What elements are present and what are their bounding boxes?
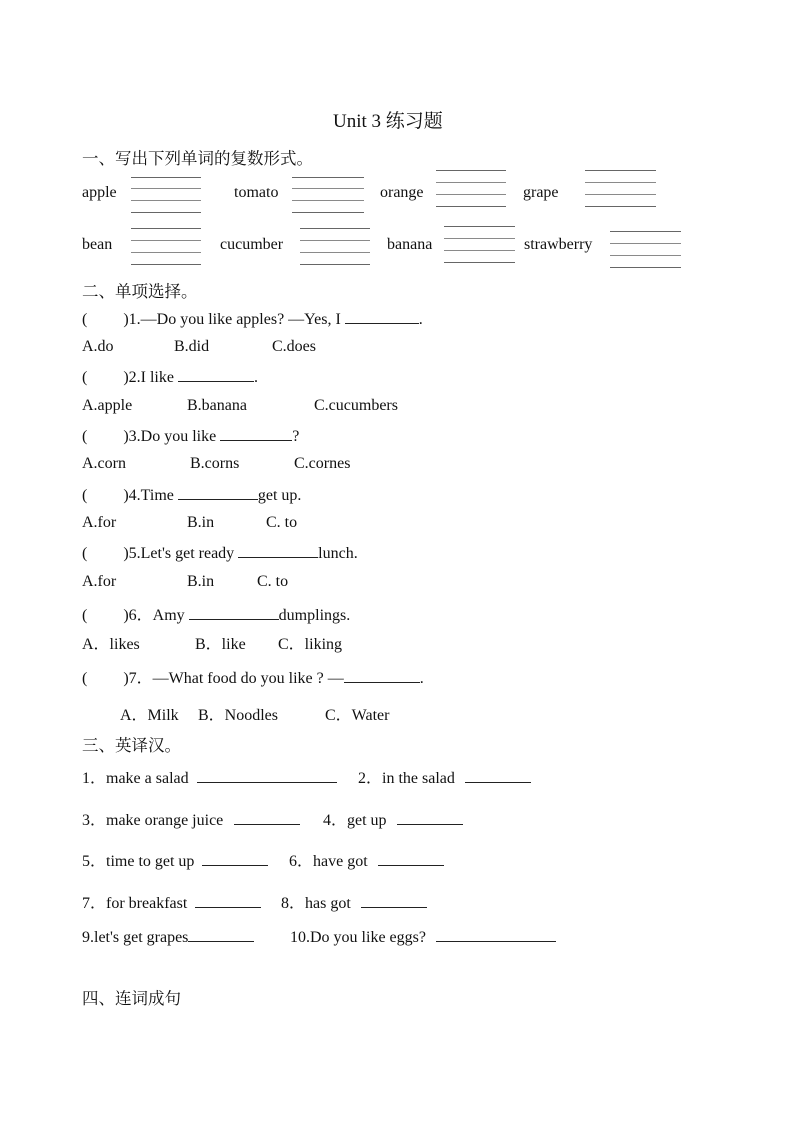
word-banana: banana <box>387 236 433 253</box>
translate-item-10: 10.Do you like eggs? <box>290 927 556 947</box>
section1-heading: 一、写出下列单词的复数形式。 <box>82 149 313 168</box>
blank-t10[interactable] <box>436 927 556 942</box>
translate-item-9: 9.let's get grapes <box>82 927 254 947</box>
option-q1-a: A.do <box>82 338 114 355</box>
blank-t8[interactable] <box>361 893 427 908</box>
option-q6-a: A．likes <box>82 636 140 653</box>
question-7: ( )7．—What food do you like ? — . <box>82 670 424 687</box>
blank-t1[interactable] <box>197 768 337 783</box>
option-q2-c: C.cucumbers <box>314 397 398 414</box>
section3-heading: 三、英译汉。 <box>82 736 181 755</box>
translate-item-7: 7．for breakfast <box>82 890 261 913</box>
option-q4-c: C. to <box>266 514 298 531</box>
question-3-text: 3.Do you like <box>128 428 221 445</box>
question-2: ( )2.I like . <box>82 369 258 386</box>
blank-t9[interactable] <box>188 927 254 942</box>
question-1-text: 1.—Do you like apples? —Yes, I <box>128 311 345 328</box>
blank-q7[interactable] <box>344 668 420 683</box>
question-4: ( )4.Time get up. <box>82 487 302 504</box>
blank-t3[interactable] <box>234 810 300 825</box>
option-q3-a: A.corn <box>82 455 126 472</box>
question-7-text: 7．—What food do you like ? — <box>128 670 344 687</box>
question-6: ( )6．Amy dumplings. <box>82 607 351 624</box>
option-q7-b: B．Noodles <box>198 707 279 724</box>
word-orange: orange <box>380 184 424 201</box>
question-5-text: 5.Let's get ready <box>128 545 239 562</box>
word-strawberry: strawberry <box>524 236 593 253</box>
question-6-text: 6．Amy <box>128 607 189 624</box>
blank-q6[interactable] <box>189 605 279 620</box>
translate-item-2: 2．in the salad <box>358 765 531 788</box>
blank-t6[interactable] <box>378 851 444 866</box>
option-q5-c: C. to <box>257 573 289 590</box>
option-q4-b: B.in <box>187 514 215 531</box>
translate-item-4: 4．get up <box>323 807 463 830</box>
blank-q4[interactable] <box>178 485 258 500</box>
blank-q1[interactable] <box>345 309 419 324</box>
option-q6-c: C．liking <box>278 636 343 653</box>
section4-heading: 四、连词成句 <box>82 989 181 1008</box>
option-q1-b: B.did <box>174 338 210 355</box>
blank-t4[interactable] <box>397 810 463 825</box>
page-title: Unit 3 练习题 <box>333 111 443 132</box>
word-grape: grape <box>523 184 559 201</box>
question-2-text: 2.I like <box>128 369 178 386</box>
option-q7-c: C．Water <box>325 707 390 724</box>
blank-q3[interactable] <box>220 426 292 441</box>
translate-item-6: 6．have got <box>289 848 444 871</box>
blank-q2[interactable] <box>178 367 254 382</box>
word-tomato: tomato <box>234 184 279 201</box>
section2-heading: 二、单项选择。 <box>82 282 198 301</box>
option-q3-b: B.corns <box>190 455 240 472</box>
translate-item-8: 8．has got <box>281 890 427 913</box>
answer-paren-close: ) <box>123 311 129 328</box>
blank-t5[interactable] <box>202 851 268 866</box>
translate-item-3: 3．make orange juice <box>82 807 300 830</box>
blank-t2[interactable] <box>465 768 531 783</box>
option-q1-c: C.does <box>272 338 316 355</box>
word-cucumber: cucumber <box>220 236 284 253</box>
translate-item-5: 5．time to get up <box>82 848 268 871</box>
question-4-text: 4.Time <box>128 487 178 504</box>
word-apple: apple <box>82 184 117 201</box>
option-q4-a: A.for <box>82 514 117 531</box>
question-1: ( )1.—Do you like apples? —Yes, I . <box>82 311 423 328</box>
option-q5-a: A.for <box>82 573 117 590</box>
option-q7-a: A．Milk <box>120 707 179 724</box>
question-3: ( )3.Do you like ? <box>82 428 300 445</box>
blank-q5[interactable] <box>238 543 318 558</box>
option-q3-c: C.cornes <box>294 455 351 472</box>
option-q5-b: B.in <box>187 573 215 590</box>
translate-item-1: 1．make a salad <box>82 765 337 788</box>
word-bean: bean <box>82 236 113 253</box>
question-5: ( )5.Let's get ready lunch. <box>82 545 358 562</box>
option-q6-b: B．like <box>195 636 246 653</box>
option-q2-b: B.banana <box>187 397 247 414</box>
option-q2-a: A.apple <box>82 397 133 414</box>
blank-t7[interactable] <box>195 893 261 908</box>
answer-paren-open: ( <box>82 311 88 328</box>
